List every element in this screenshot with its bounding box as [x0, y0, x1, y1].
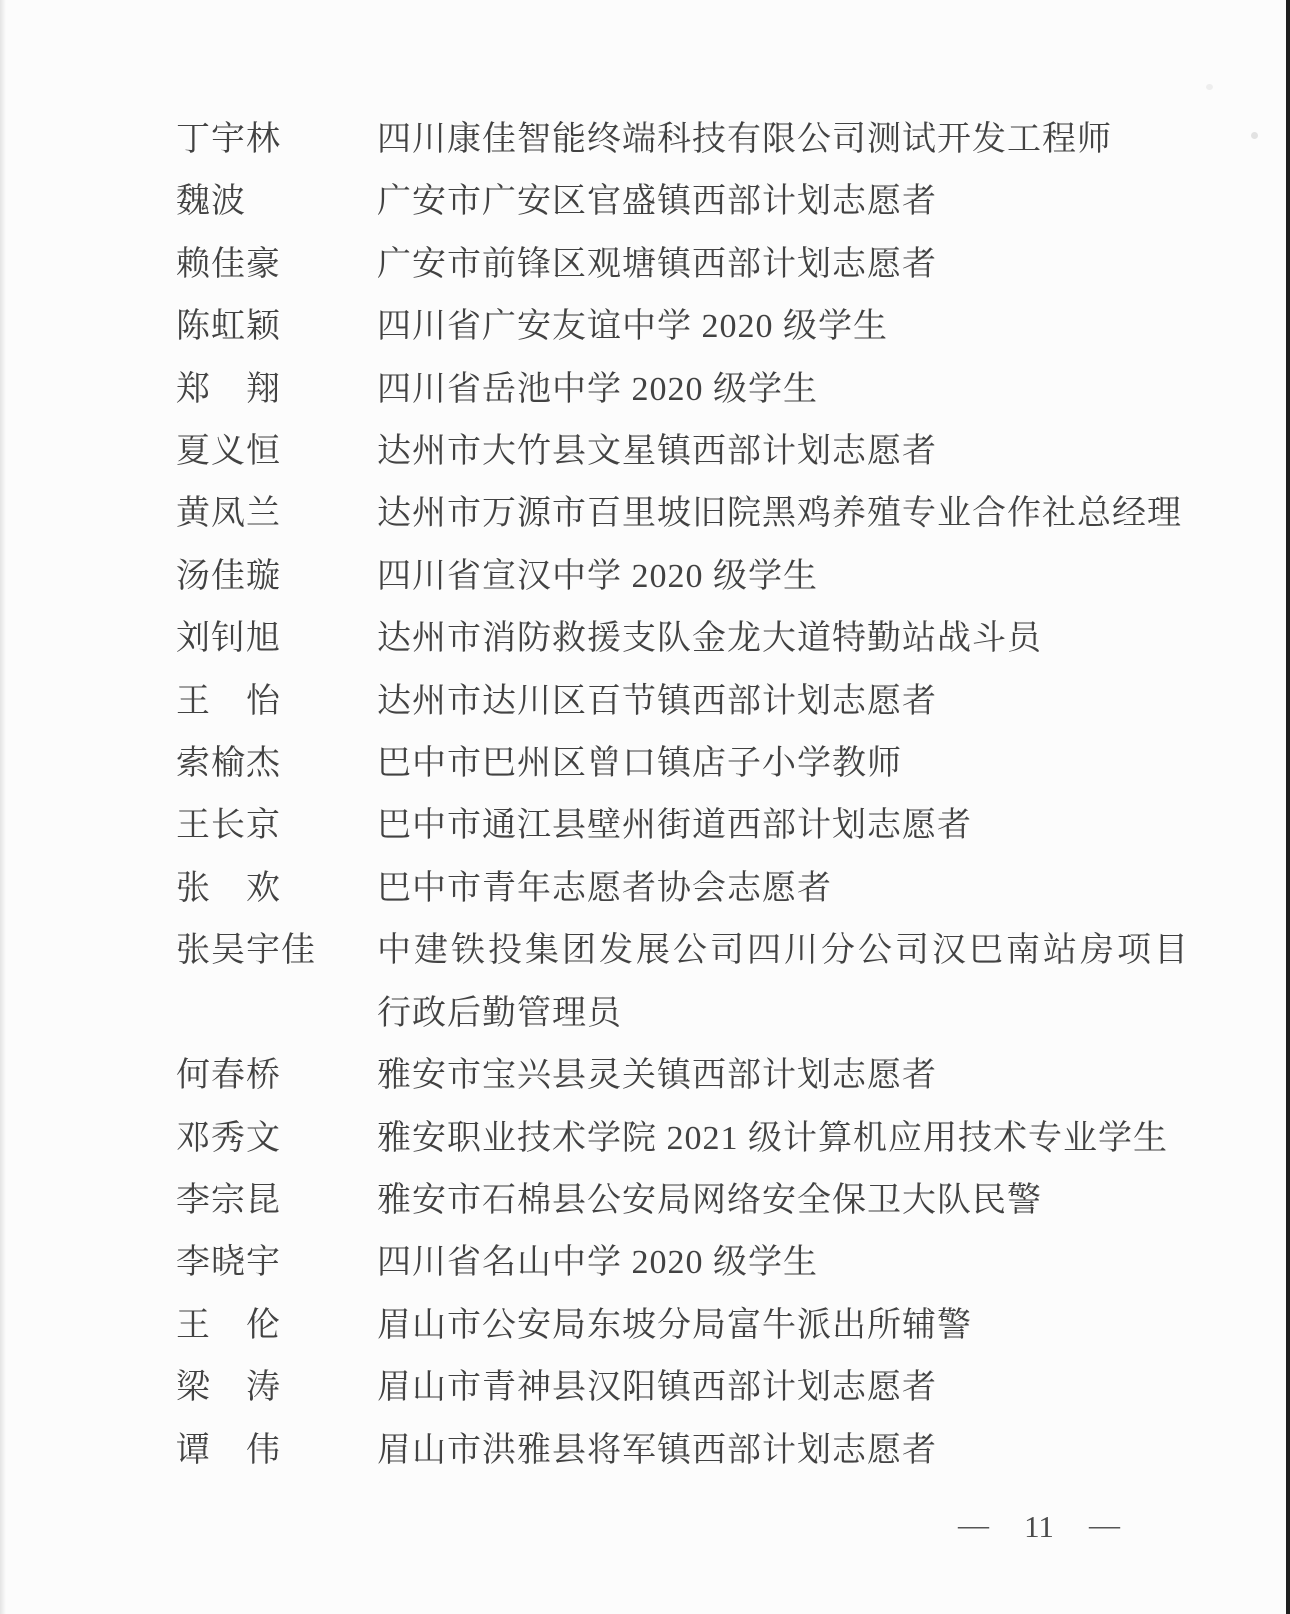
person-name: 李晓宇: [176, 1244, 281, 1282]
affiliation-line: 达州市万源市百里坡旧院黑鸡养殖专业合作社总经理: [377, 495, 1182, 533]
person-name: 刘钊旭: [176, 620, 281, 658]
person-name: 王 伦: [176, 1306, 281, 1344]
list-item: [176, 1232, 1191, 1294]
affiliation-line: 巴中市青年志愿者协会志愿者: [377, 869, 832, 907]
person-name: 汤佳璇: [176, 557, 281, 595]
list-item: [176, 795, 1191, 857]
list-item: [176, 234, 1191, 296]
person-affiliation: [377, 171, 1191, 233]
person-name: 魏波: [176, 183, 246, 221]
person-name: 丁宇林: [176, 121, 281, 158]
person-name: 张吴宇佳: [176, 932, 316, 970]
person-affiliation: [377, 234, 1191, 296]
affiliation-line: 四川省名山中学 2020 级学生: [377, 1244, 818, 1282]
list-item: [176, 483, 1191, 545]
person-name: 夏义恒: [176, 433, 281, 471]
affiliation-line: 达州市大竹县文星镇西部计划志愿者: [377, 433, 937, 471]
list-item: [176, 733, 1191, 795]
list-item: [176, 421, 1191, 483]
affiliation-line: 眉山市青神县汉阳镇西部计划志愿者: [377, 1369, 937, 1407]
person-name: 谭 伟: [176, 1431, 281, 1469]
list-item: [176, 671, 1191, 733]
person-affiliation: [377, 1357, 1191, 1419]
person-affiliation: [377, 671, 1191, 733]
page-number: 11: [1024, 1509, 1054, 1544]
list-item: [176, 1295, 1191, 1357]
list-item: [176, 546, 1191, 608]
person-name: 梁 涛: [176, 1369, 281, 1407]
affiliation-line: 达州市达川区百节镇西部计划志愿者: [377, 682, 937, 720]
person-affiliation: [377, 1420, 1191, 1482]
affiliation-line: 广安市前锋区观塘镇西部计划志愿者: [377, 245, 937, 283]
person-affiliation: [377, 1170, 1191, 1232]
list-item: [176, 858, 1191, 920]
person-affiliation: [377, 733, 1191, 795]
scan-speck: [1251, 132, 1258, 139]
person-name: 何春桥: [176, 1057, 281, 1095]
list-item: [176, 1170, 1191, 1232]
affiliation-line: 行政后勤管理员: [377, 994, 622, 1032]
person-affiliation: [377, 359, 1191, 421]
list-item: [176, 1045, 1191, 1107]
affiliation-line: 眉山市公安局东坡分局富牛派出所辅警: [377, 1306, 972, 1344]
person-affiliation: [377, 296, 1191, 358]
person-name: 陈虹颖: [176, 308, 281, 346]
list-item: [176, 171, 1191, 233]
person-name: 赖佳豪: [176, 245, 281, 283]
scan-edge-left: [0, 0, 6, 1614]
person-affiliation: [377, 1232, 1191, 1294]
person-name: 王 怡: [176, 682, 281, 720]
affiliation-line: 四川省岳池中学 2020 级学生: [377, 370, 818, 408]
person-affiliation: [377, 1108, 1191, 1170]
person-affiliation: [377, 109, 1191, 171]
affiliation-line: 广安市广安区官盛镇西部计划志愿者: [377, 183, 937, 221]
person-name: 索榆杰: [176, 745, 281, 783]
affiliation-line: 巴中市通江县壁州街道西部计划志愿者: [377, 807, 972, 845]
person-name: 张 欢: [176, 869, 281, 907]
list-item: [176, 359, 1191, 421]
list-item: [176, 1357, 1191, 1419]
affiliation-line: 雅安职业技术学院 2021 级计算机应用技术专业学生: [377, 1119, 1168, 1157]
affiliation-line: 四川省宣汉中学 2020 级学生: [377, 557, 818, 595]
person-affiliation: [377, 795, 1191, 857]
person-affiliation: [377, 421, 1191, 483]
affiliation-line: 眉山市洪雅县将军镇西部计划志愿者: [377, 1431, 937, 1469]
list-item: [176, 296, 1191, 358]
scan-speck: [1206, 84, 1213, 90]
page-footer: [958, 1505, 1120, 1549]
person-name: 邓秀文: [176, 1119, 281, 1157]
roster-list: [176, 109, 1191, 1482]
person-name: 黄凤兰: [176, 495, 281, 533]
footer-dash-right: —: [1088, 1507, 1120, 1542]
person-affiliation: [377, 483, 1191, 545]
footer-dash-left: —: [958, 1507, 989, 1542]
scan-edge-right: [1286, 0, 1290, 1614]
person-affiliation: [377, 1045, 1191, 1107]
person-affiliation: [377, 608, 1191, 670]
person-affiliation: [377, 546, 1191, 608]
affiliation-line: 雅安市宝兴县灵关镇西部计划志愿者: [377, 1057, 937, 1095]
affiliation-line: 中建铁投集团发展公司四川分公司汉巴南站房项目: [377, 932, 1191, 970]
list-item: [176, 920, 1191, 1045]
affiliation-line: 四川康佳智能终端科技有限公司测试开发工程师: [377, 121, 1112, 158]
list-item: [176, 109, 1191, 171]
person-name: 王长京: [176, 807, 281, 845]
list-item: [176, 1420, 1191, 1482]
person-name: 郑 翔: [176, 370, 281, 408]
affiliation-line: 四川省广安友谊中学 2020 级学生: [377, 308, 888, 346]
person-affiliation: [377, 920, 1191, 1045]
affiliation-line: 达州市消防救援支队金龙大道特勤站战斗员: [377, 620, 1042, 658]
affiliation-line: 巴中市巴州区曾口镇店子小学教师: [377, 745, 902, 783]
person-name: 李宗昆: [176, 1181, 281, 1219]
person-affiliation: [377, 858, 1191, 920]
list-item: [176, 1108, 1191, 1170]
list-item: [176, 608, 1191, 670]
person-affiliation: [377, 1295, 1191, 1357]
affiliation-line: 雅安市石棉县公安局网络安全保卫大队民警: [377, 1181, 1042, 1219]
